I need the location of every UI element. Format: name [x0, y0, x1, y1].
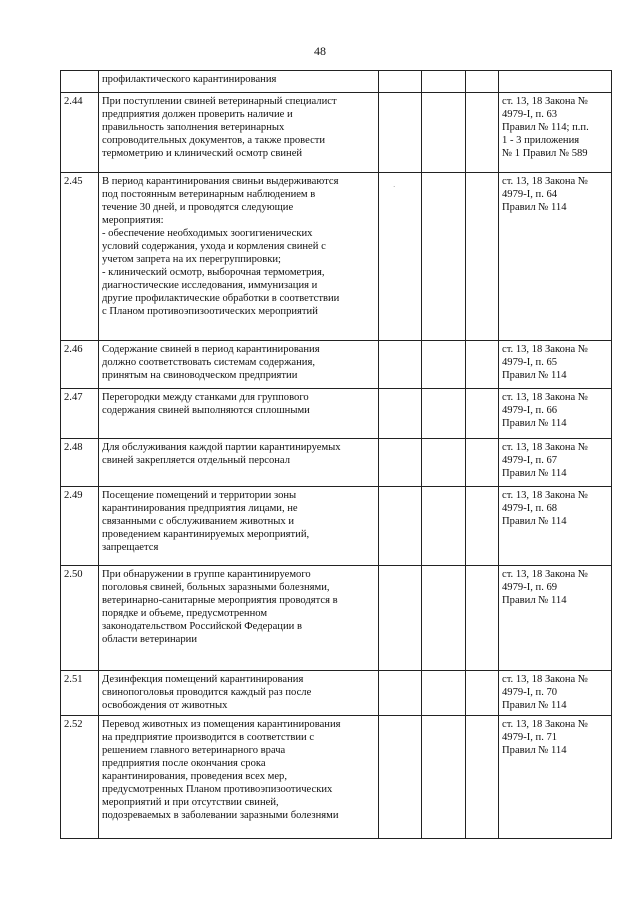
answer-no-cell	[422, 487, 466, 566]
requirement-line: Перегородки между станками для группового	[102, 392, 309, 403]
requirement-line: решением главного ветеринарного врача	[102, 745, 286, 756]
item-number-cell: 2.49	[61, 487, 99, 566]
requirement-line: области ветеринарии	[102, 634, 198, 645]
answer-yes-cell	[379, 716, 422, 839]
requirement-line: течение 30 дней, и проводятся следующие	[102, 202, 294, 213]
requirement-line: освобождения от животных	[102, 700, 228, 711]
item-number-cell: 2.50	[61, 566, 99, 671]
reference-cell	[499, 341, 612, 389]
reference-line: Правил № 114	[502, 516, 567, 527]
requirement-cell	[99, 341, 379, 389]
item-number-cell: 2.52	[61, 716, 99, 839]
requirement-line: - обеспечение необходимых зоогигиенических	[102, 228, 313, 239]
requirement-line: проведением карантинируемых мероприятий,	[102, 529, 310, 540]
reference-line: 1 - 3 приложения	[502, 135, 580, 146]
reference-line: № 1 Правил № 589	[502, 148, 588, 159]
reference-cell	[499, 389, 612, 439]
answer-na-cell	[466, 173, 499, 341]
reference-cell	[499, 566, 612, 671]
answer-yes-cell	[379, 341, 422, 389]
answer-na-cell	[466, 566, 499, 671]
answer-no-cell	[422, 389, 466, 439]
reference-cell	[499, 716, 612, 839]
answer-yes-cell	[379, 566, 422, 671]
answer-na-cell	[466, 716, 499, 839]
reference-line: Правил № 114	[502, 595, 567, 606]
answer-yes-cell	[379, 71, 422, 93]
page-number: 48	[314, 44, 326, 58]
requirement-line: учетом запрета на их перегруппировки;	[102, 254, 281, 265]
reference-cell	[499, 93, 612, 173]
requirement-line: законодательством Российской Федерации в	[102, 621, 302, 632]
reference-cell	[499, 671, 612, 716]
requirement-line: диагностические исследования, иммунизация и	[102, 280, 318, 291]
requirement-cell	[99, 71, 379, 93]
reference-line: Правил № 114; п.п.	[502, 122, 589, 133]
table-row	[61, 487, 612, 566]
answer-na-cell	[466, 93, 499, 173]
requirement-line: - клинический осмотр, выборочная термометрия,	[102, 267, 325, 278]
requirement-line: порядке и объеме, предусмотренном	[102, 608, 268, 619]
reference-line: ст. 13, 18 Закона №	[502, 569, 589, 580]
requirements-table	[60, 70, 612, 839]
requirement-line: связанными с обслуживанием животных и	[102, 516, 295, 527]
requirement-cell	[99, 389, 379, 439]
requirement-line: предприятия должен проверить наличие и	[102, 109, 293, 120]
reference-line: 4979-I, п. 63	[502, 109, 558, 120]
requirement-cell	[99, 487, 379, 566]
reference-line: ст. 13, 18 Закона №	[502, 392, 589, 403]
reference-line: 4979-I, п. 66	[502, 405, 558, 416]
requirement-line: условий содержания, ухода и кормления свиней с	[102, 241, 326, 252]
requirement-cell	[99, 439, 379, 487]
answer-yes-cell	[379, 93, 422, 173]
reference-line: 4979-I, п. 70	[502, 687, 558, 698]
requirement-line: Содержание свиней в период карантинирования	[102, 344, 320, 355]
table-row	[61, 93, 612, 173]
requirement-line: профилактического карантинирования	[102, 74, 277, 85]
answer-no-cell	[422, 71, 466, 93]
table-row	[61, 389, 612, 439]
reference-cell	[499, 173, 612, 341]
requirement-line: свинопоголовья проводится каждый раз после	[102, 687, 312, 698]
item-number-cell: 2.45	[61, 173, 99, 341]
requirement-line: ветеринарно-санитарные мероприятия проводятся в	[102, 595, 338, 606]
reference-line: ст. 13, 18 Закона №	[502, 344, 589, 355]
table-row	[61, 716, 612, 839]
reference-line: Правил № 114	[502, 700, 567, 711]
requirement-line: Перевод животных из помещения карантинирования	[102, 719, 341, 730]
requirement-line: мероприятий и при отсутствии свиней,	[102, 797, 279, 808]
requirement-line: При поступлении свиней ветеринарный специалист	[102, 96, 337, 107]
reference-line: ст. 13, 18 Закона №	[502, 442, 589, 453]
reference-line: Правил № 114	[502, 202, 567, 213]
reference-line: Правил № 114	[502, 468, 567, 479]
answer-na-cell	[466, 671, 499, 716]
requirement-line: должно соответствовать системам содержания,	[102, 357, 315, 368]
reference-line: Правил № 114	[502, 745, 567, 756]
answer-na-cell	[466, 487, 499, 566]
reference-line: ст. 13, 18 Закона №	[502, 176, 589, 187]
reference-line: 4979-I, п. 69	[502, 582, 558, 593]
requirement-cell	[99, 173, 379, 341]
answer-yes-cell	[379, 389, 422, 439]
requirement-line: мероприятия:	[102, 215, 164, 226]
answer-no-cell	[422, 566, 466, 671]
answer-yes-cell	[379, 439, 422, 487]
requirement-line: подозреваемых в заболевании заразными болезнями	[102, 810, 339, 821]
requirement-line: содержания свиней выполняются сплошными	[102, 405, 310, 416]
requirement-cell	[99, 566, 379, 671]
requirement-line: на предприятие производится в соответствии с	[102, 732, 315, 743]
reference-cell	[499, 71, 612, 93]
reference-line: 4979-I, п. 65	[502, 357, 558, 368]
table-row	[61, 671, 612, 716]
requirement-line: В период карантинирования свиньи выдерживаются	[102, 176, 339, 187]
reference-line: ст. 13, 18 Закона №	[502, 490, 589, 501]
requirement-line: Посещение помещений и территории зоны	[102, 490, 297, 501]
answer-no-cell	[422, 341, 466, 389]
table-row	[61, 173, 612, 341]
requirement-line: запрещается	[102, 542, 159, 553]
answer-no-cell	[422, 439, 466, 487]
answer-yes-cell	[379, 173, 422, 341]
scan-speck: ·	[393, 183, 396, 191]
requirement-line: другие профилактические обработки в соответствии	[102, 293, 340, 304]
table-row-continuation	[61, 71, 612, 93]
requirement-line: правильность заполнения ветеринарных	[102, 122, 285, 133]
table-row	[61, 439, 612, 487]
requirement-line: сопроводительных документов, а также провести	[102, 135, 326, 146]
table-row	[61, 566, 612, 671]
requirement-line: принятым на свиноводческом предприятии	[102, 370, 298, 381]
answer-na-cell	[466, 341, 499, 389]
requirement-cell	[99, 716, 379, 839]
requirement-line: Для обслуживания каждой партии карантинируемых	[102, 442, 341, 453]
requirement-line: термометрию и клинический осмотр свиней	[102, 148, 303, 159]
requirement-line: При обнаружении в группе карантинируемого	[102, 569, 311, 580]
reference-line: Правил № 114	[502, 418, 567, 429]
item-number-cell: 2.48	[61, 439, 99, 487]
answer-yes-cell	[379, 671, 422, 716]
answer-no-cell	[422, 173, 466, 341]
requirement-line: под постоянным ветеринарным наблюдением в	[102, 189, 316, 200]
table-row	[61, 341, 612, 389]
reference-line: 4979-I, п. 67	[502, 455, 558, 466]
requirement-line: поголовья свиней, больных заразными болезнями,	[102, 582, 330, 593]
reference-line: 4979-I, п. 71	[502, 732, 558, 743]
answer-na-cell	[466, 439, 499, 487]
requirement-cell	[99, 671, 379, 716]
reference-line: Правил № 114	[502, 370, 567, 381]
reference-line: ст. 13, 18 Закона №	[502, 96, 589, 107]
item-number-cell: 2.44	[61, 93, 99, 173]
item-number-cell	[61, 71, 99, 93]
item-number-cell: 2.51	[61, 671, 99, 716]
requirement-line: Дезинфекция помещений карантинирования	[102, 674, 304, 685]
item-number-cell: 2.47	[61, 389, 99, 439]
reference-line: ст. 13, 18 Закона №	[502, 719, 589, 730]
answer-na-cell	[466, 71, 499, 93]
requirement-line: свиней закрепляется отдельный персонал	[102, 455, 290, 466]
reference-line: 4979-I, п. 68	[502, 503, 558, 514]
answer-yes-cell	[379, 487, 422, 566]
requirement-cell	[99, 93, 379, 173]
reference-cell	[499, 487, 612, 566]
requirement-line: предприятия после окончания срока	[102, 758, 266, 769]
reference-line: ст. 13, 18 Закона №	[502, 674, 589, 685]
requirement-line: карантинирования предприятия лицами, не	[102, 503, 298, 514]
answer-no-cell	[422, 716, 466, 839]
answer-no-cell	[422, 671, 466, 716]
reference-cell	[499, 439, 612, 487]
answer-no-cell	[422, 93, 466, 173]
requirement-line: карантинирования, проведения всех мер,	[102, 771, 288, 782]
answer-na-cell	[466, 389, 499, 439]
requirement-line: с Планом противоэпизоотических мероприятий	[102, 306, 318, 317]
reference-line: 4979-I, п. 64	[502, 189, 558, 200]
item-number-cell: 2.46	[61, 341, 99, 389]
requirement-line: предусмотренных Планом противоэпизоотических	[102, 784, 333, 795]
